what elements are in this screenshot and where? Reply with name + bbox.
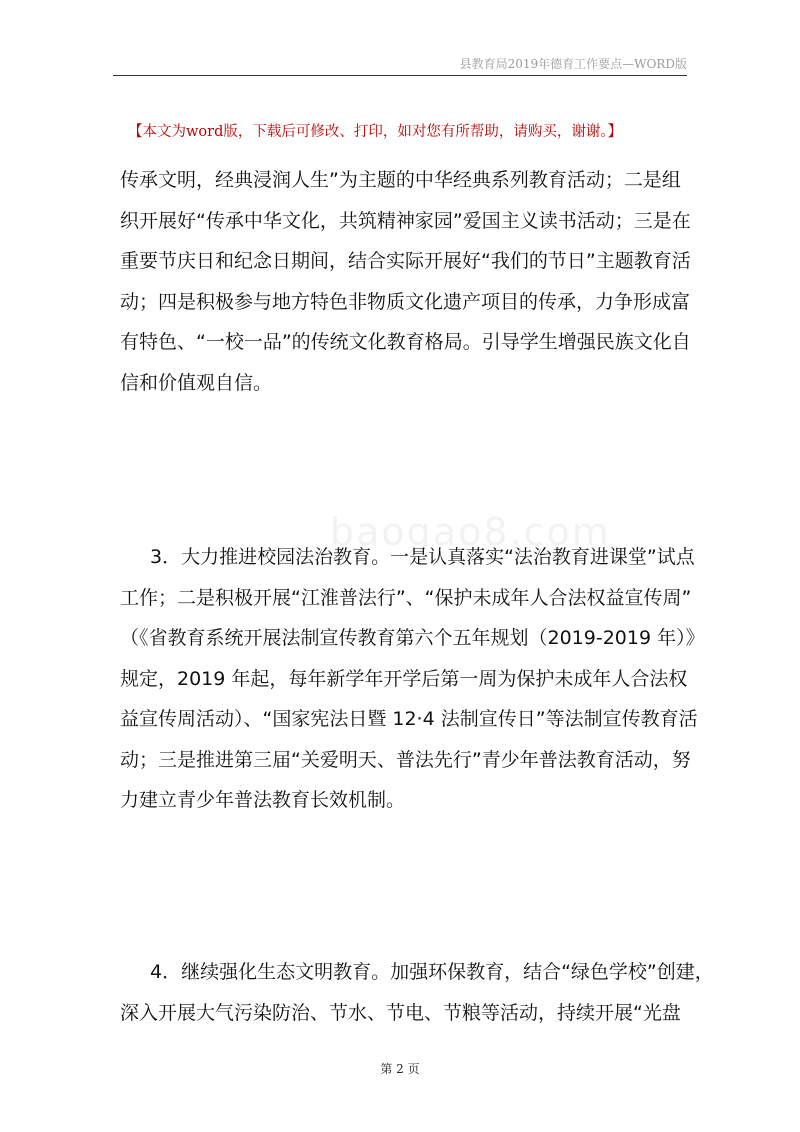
paragraph-ecological-education [120,952,714,1033]
paragraph-line: 3．大力推进校园法治教育。一是认真落实“法治教育进课堂”试点 [150,546,695,568]
paragraph-line: （《省教育系统开展法制宣传教育第六个五年规划（2019-2019 年）》 [120,627,705,649]
watermark: baogao8.com [330,510,611,554]
paragraph-line: 有特色、“一校一品”的传统文化教育格局。引导学生增强民族文化自 [120,331,691,353]
paragraph-line: 信和价值观自信。 [120,371,273,394]
paragraph-line: 织开展好“传承中华文化，共筑精神家园”爱国主义读书活动；三是在 [120,209,691,232]
paragraph-line: 深入开展大气污染防治、节水、节电、节粮等活动，持续开展“光盘 [120,1001,681,1024]
paragraph-line: 动；三是推进第三届“关爱明天、普法先行”青少年普法教育活动，努 [120,748,691,771]
paragraph-line: 规定，2019 年起，每年新学年开学后第一周为保护未成年人合法权 [120,667,688,690]
header-divider [113,75,687,76]
paragraph-line: 工作；二是积极开展“江淮普法行”、“保护未成年人合法权益宣传周” [120,586,692,609]
page-number: 第 2 页 [380,1062,420,1076]
paragraph-cultural-education [120,160,691,403]
paragraph-line: 4．继续强化生态文明教育。加强环保教育，结合“绿色学校”创建， [150,961,714,983]
paragraph-line: 力建立青少年普法教育长效机制。 [120,789,406,811]
download-notice: 【本文为word版，下载后可修改、打印，如对您有所帮助，请购买，谢谢。】 [128,124,623,140]
paragraph-line: 益宣传周活动）、“国家宪法日暨 12·4 法制宣传日”等法制宣传教育活 [120,708,698,730]
paragraph-line: 重要节庆日和纪念日期间，结合实际开展好“我们的节日”主题教育活 [120,250,691,272]
paragraph-line: 动；四是积极参与地方特色非物质文化遗产项目的传承，力争形成富 [120,290,691,313]
paragraph-line: 传承文明，经典浸润人生”为主题的中华经典系列教育活动；二是组 [120,169,681,191]
document-header-title: 县教育局2019年德育工作要点—WORD版 [459,57,687,71]
paragraph-legal-education [120,537,705,821]
